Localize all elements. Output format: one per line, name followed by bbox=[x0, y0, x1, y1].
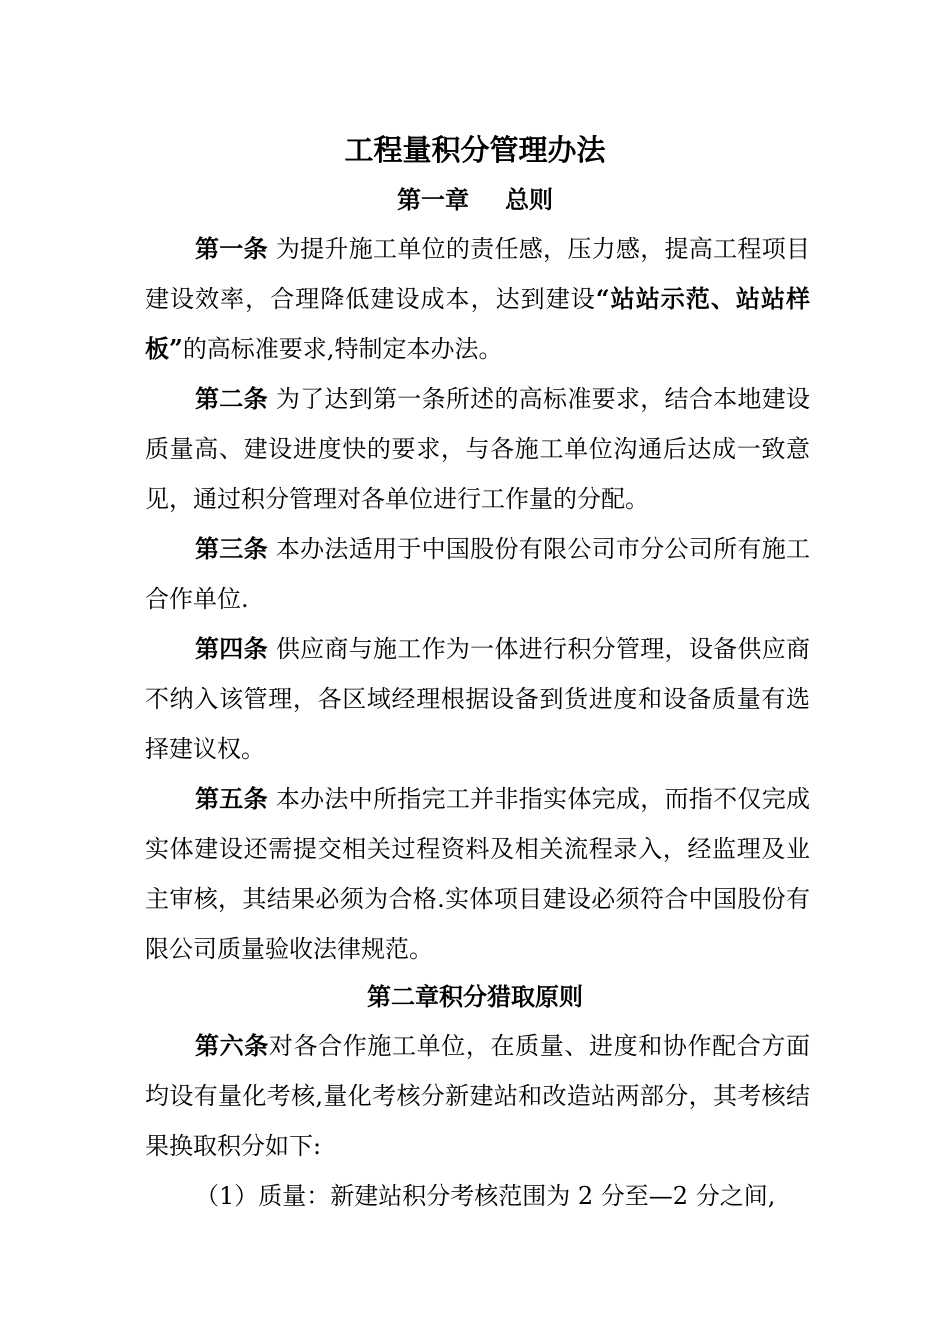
article-4-text: 供应商与施工作为一体进行积分管理，设备供应商不纳入该管理，各区域经理根据设备到货进度和设备质量有选择建议权。 bbox=[145, 635, 810, 763]
chapter-1-label: 第一章 bbox=[397, 185, 469, 214]
article-6-label: 第六条 bbox=[195, 1031, 269, 1060]
article-1-emphasis: “站站示范、站站样板” bbox=[145, 284, 810, 363]
article-1-text-b: 的高标准要求,特制定本办法。 bbox=[182, 335, 503, 363]
article-5-label: 第五条 bbox=[195, 784, 268, 813]
article-3 bbox=[145, 524, 810, 624]
item-1-text: （1）质量：新建站积分考核范围为 2 分至—2 分之间, bbox=[195, 1182, 776, 1210]
item-1 bbox=[145, 1171, 810, 1221]
article-3-text: 本办法适用于中国股份有限公司市分公司所有施工合作单位. bbox=[145, 535, 810, 613]
chapter-1-heading bbox=[0, 183, 950, 217]
chapter-2-heading: 第二章积分猎取原则 bbox=[367, 982, 583, 1011]
chapter-1-name: 总则 bbox=[505, 185, 553, 214]
article-1-label: 第一条 bbox=[195, 234, 268, 263]
article-4 bbox=[145, 624, 810, 774]
article-1 bbox=[145, 224, 810, 374]
article-3-label: 第三条 bbox=[195, 534, 268, 563]
article-2 bbox=[145, 374, 810, 524]
article-4-label: 第四条 bbox=[195, 634, 268, 663]
article-6-text: 对各合作施工单位，在质量、进度和协作配合方面均设有量化考核,量化考核分新建站和改造站两部分，其考核结果换取积分如下: bbox=[145, 1032, 810, 1160]
article-2-text: 为了达到第一条所述的高标准要求，结合本地建设质量高、建设进度快的要求，与各施工单位沟通后达成一致意见，通过积分管理对各单位进行工作量的分配。 bbox=[145, 385, 810, 513]
article-1-text-a: 为提升施工单位的责任感，压力感，提高工程项目建设效率，合理降低建设成本，达到建设 bbox=[145, 235, 810, 313]
article-2-label: 第二条 bbox=[195, 384, 268, 413]
article-6 bbox=[145, 1021, 810, 1171]
article-5 bbox=[145, 774, 810, 974]
document-title: 工程量积分管理办法 bbox=[344, 133, 606, 167]
article-5-text: 本办法中所指完工并非指实体完成，而指不仅完成实体建设还需提交相关过程资料及相关流程录入，经监理及业主审核，其结果必须为合格.实体项目建设必须符合中国股份有限公司质量验收法律规范。 bbox=[145, 785, 810, 963]
